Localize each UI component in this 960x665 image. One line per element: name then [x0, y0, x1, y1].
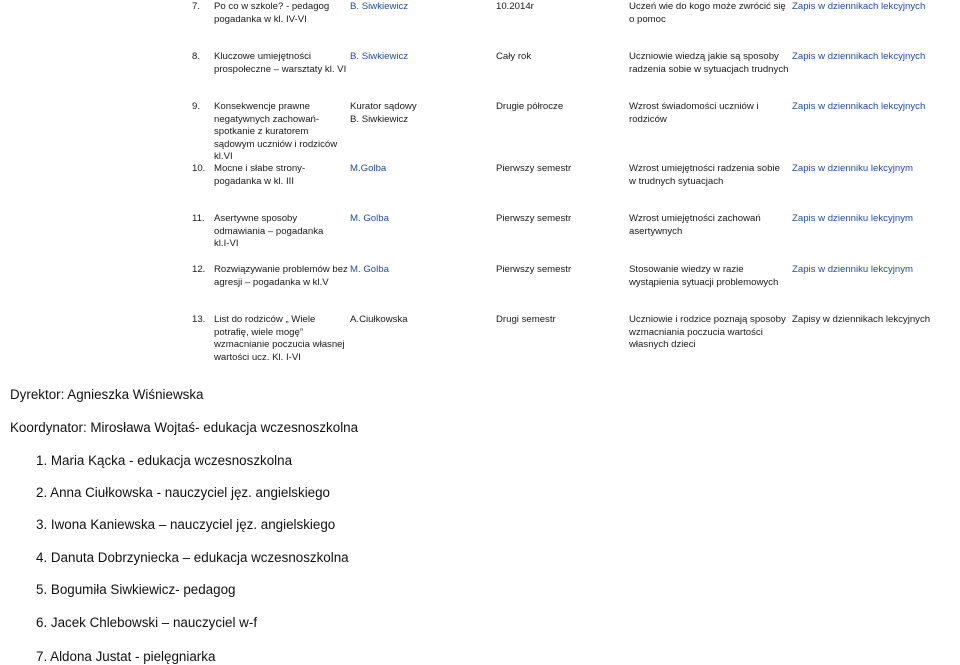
- row-number: 10.: [192, 163, 206, 174]
- row-evaluation: Zapis w dziennikach lekcyjnych: [792, 101, 926, 112]
- row-number: 12.: [192, 264, 206, 275]
- row-number: 8.: [192, 51, 201, 62]
- row-responsible: B. Siwkiewicz: [350, 1, 409, 12]
- staff-item: 2. Anna Ciułkowska - nauczyciel jęz. angielskiego: [36, 485, 331, 500]
- staff-item: 5. Bogumiła Siwkiewicz- pedagog: [36, 582, 236, 597]
- row-responsible: M. Golba: [350, 264, 389, 275]
- row-term: Pierwszy semestr: [496, 163, 572, 174]
- row-evaluation: Zapis w dziennikach lekcyjnych: [792, 51, 926, 62]
- row-effect: Uczniowie wiedzą jakie są sposoby radzenia sobie w sytuacjach trudnych: [629, 51, 789, 75]
- row-responsible: M.Golba: [350, 163, 387, 174]
- row-effect: Wzrost umiejętności zachowań asertywnych: [629, 213, 761, 237]
- row-term: Drugi semestr: [496, 314, 556, 325]
- row-responsible: B. Siwkiewicz: [350, 51, 409, 62]
- row-evaluation: Zapis w dzienniku lekcyjnym: [792, 163, 914, 174]
- row-number: 9.: [192, 101, 201, 112]
- row-evaluation: Zapisy w dziennikach lekcyjnych: [792, 314, 931, 325]
- row-evaluation: Zapis w dzienniku lekcyjnym: [792, 264, 914, 275]
- row-topic: Kluczowe umiejętności prospołeczne – warsztaty kl. VI: [214, 51, 347, 75]
- row-effect: Uczeń wie do kogo może zwrócić się o pomoc: [629, 1, 786, 25]
- row-responsible: A.Ciułkowska: [350, 314, 408, 325]
- row-number: 7.: [192, 1, 201, 12]
- row-term: Drugie półrocze: [496, 101, 564, 112]
- row-evaluation: Zapis w dzienniku lekcyjnym: [792, 213, 914, 224]
- staff-item: 4. Danuta Dobrzyniecka – edukacja wczesnoszkolna: [36, 550, 349, 565]
- row-term: Cały rok: [496, 51, 532, 62]
- row-effect: Wzrost umiejętności radzenia sobie w trudnych sytuacjach: [629, 163, 780, 187]
- row-term: Pierwszy semestr: [496, 213, 572, 224]
- row-term: Pierwszy semestr: [496, 264, 572, 275]
- coordinator-line: Koordynator: Mirosława Wojtaś- edukacja wczesnoszkolna: [10, 420, 359, 435]
- director-line: Dyrektor: Agnieszka Wiśniewska: [10, 387, 204, 402]
- row-effect: Stosowanie wiedzy w razie wystąpienia sytuacji problemowych: [629, 264, 779, 288]
- row-responsible: M. Golba: [350, 213, 389, 224]
- row-topic: List do rodziców „ Wiele potrafię, wiele mogę” wzmacnianie poczucia własnej wartości ucz. Kl. I-VI: [214, 314, 345, 363]
- staff-item: 6. Jacek Chlebowski – nauczyciel w-f: [36, 615, 258, 630]
- row-topic: Mocne i słabe strony- pogadanka w kl. III: [214, 163, 306, 187]
- row-effect: Wzrost świadomości uczniów i rodziców: [629, 101, 759, 125]
- row-evaluation: Zapis w dziennikach lekcyjnych: [792, 1, 926, 12]
- staff-item: 7. Aldona Justat - pielęgniarka: [36, 649, 216, 664]
- row-topic: Rozwiązywanie problemów bez agresji – pogadanka w kl.V: [214, 264, 348, 288]
- row-topic: Konsekwencje prawne negatywnych zachowań- spotkanie z kuratorem sądowym uczniów i rodziców kl.VI: [214, 101, 338, 163]
- row-responsible: Kurator sądowy B. Siwkiewicz: [350, 101, 417, 125]
- row-term: 10.2014r: [496, 1, 534, 12]
- row-number: 11.: [192, 213, 205, 224]
- staff-item: 1. Maria Kącka - edukacja wczesnoszkolna: [36, 453, 293, 468]
- row-topic: Po co w szkole? - pedagog pogadanka w kl. IV-VI: [214, 1, 330, 25]
- staff-item: 3. Iwona Kaniewska – nauczyciel jęz. angielskiego: [36, 517, 336, 532]
- row-number: 13.: [192, 314, 206, 325]
- row-effect: Uczniowie i rodzice poznają sposoby wzmacniania poczucia wartości własnych dzieci: [629, 314, 786, 351]
- row-topic: Asertywne sposoby odmawiania – pogadanka kl.I-VI: [214, 213, 324, 250]
